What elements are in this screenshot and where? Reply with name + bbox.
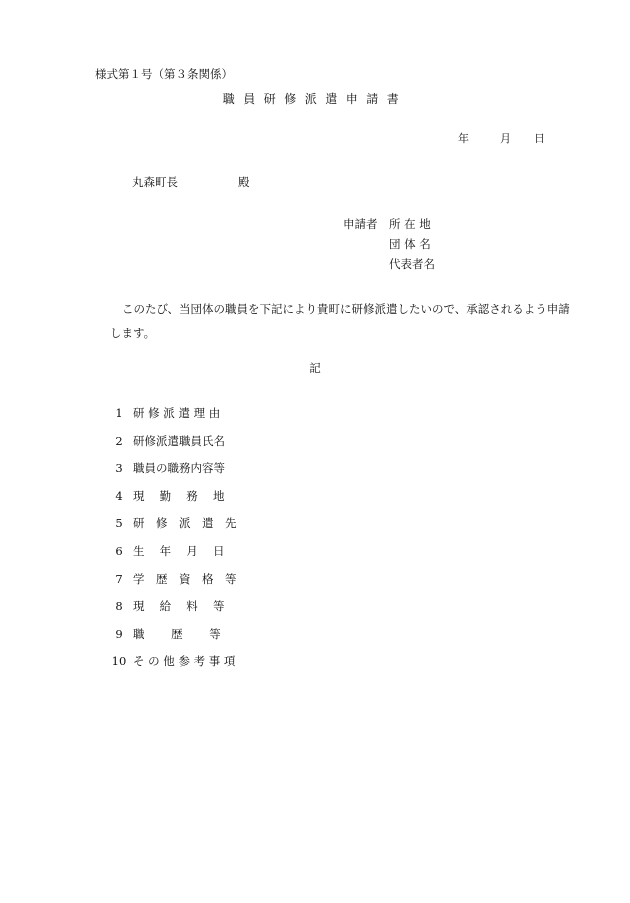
list-item [105, 621, 237, 649]
item-number: 1 [115, 406, 123, 420]
applicant-field-organization: 団 体 名 [389, 237, 431, 251]
date-line [458, 130, 545, 146]
item-number: 9 [115, 626, 123, 641]
form-number: 様式第１号（第３条関係） [95, 67, 233, 81]
applicant-label: 申請者 [343, 217, 378, 231]
list-item [105, 648, 237, 676]
item-label: 現 給 料 等 [133, 599, 225, 614]
item-label: そ の 他 参 考 事 項 [133, 654, 236, 669]
applicant-block [343, 214, 435, 274]
item-number: 8 [115, 599, 123, 614]
list-item [105, 483, 237, 511]
list-item [105, 428, 237, 456]
applicant-field-address: 所 在 地 [389, 217, 431, 231]
item-number: 3 [115, 461, 123, 476]
list-item [105, 566, 237, 594]
item-number: 4 [115, 488, 123, 503]
date-year-label: 年 [458, 132, 469, 145]
list-item [105, 510, 237, 538]
document-title: 職員研修派遣申請書 [222, 92, 408, 106]
item-number: 6 [115, 543, 123, 558]
addressee-name: 丸森町長 [132, 175, 178, 189]
list-item [105, 538, 237, 566]
item-label: 職 歴 等 [133, 626, 221, 641]
item-label: 職員の職務内容等 [133, 461, 225, 476]
item-number: 2 [115, 433, 123, 448]
request-paragraph: このたび、当団体の職員を下記により貴町に研修派遣したいので、承認されるよう申請します。 [110, 302, 570, 340]
item-label: 生 年 月 日 [133, 543, 225, 558]
addressee [132, 174, 250, 190]
item-number: 7 [115, 571, 123, 586]
item-label: 研 修 派 遣 先 [133, 516, 237, 531]
item-label: 現 勤 務 地 [133, 488, 225, 503]
list-item [105, 455, 237, 483]
item-label: 研修派遣職員氏名 [133, 433, 225, 448]
item-list [105, 400, 237, 676]
applicant-field-representative: 代表者名 [389, 257, 435, 271]
list-item [105, 400, 237, 428]
ki-heading: 記 [309, 361, 321, 375]
item-number: 5 [115, 516, 123, 531]
item-label: 学 歴 資 格 等 [133, 571, 237, 586]
item-label: 研 修 派 遣 理 由 [133, 406, 221, 420]
item-number: 10 [111, 654, 127, 669]
list-item [105, 593, 237, 621]
addressee-honorific: 殿 [238, 175, 250, 189]
date-day-label: 日 [534, 132, 545, 145]
date-month-label: 月 [500, 132, 511, 145]
